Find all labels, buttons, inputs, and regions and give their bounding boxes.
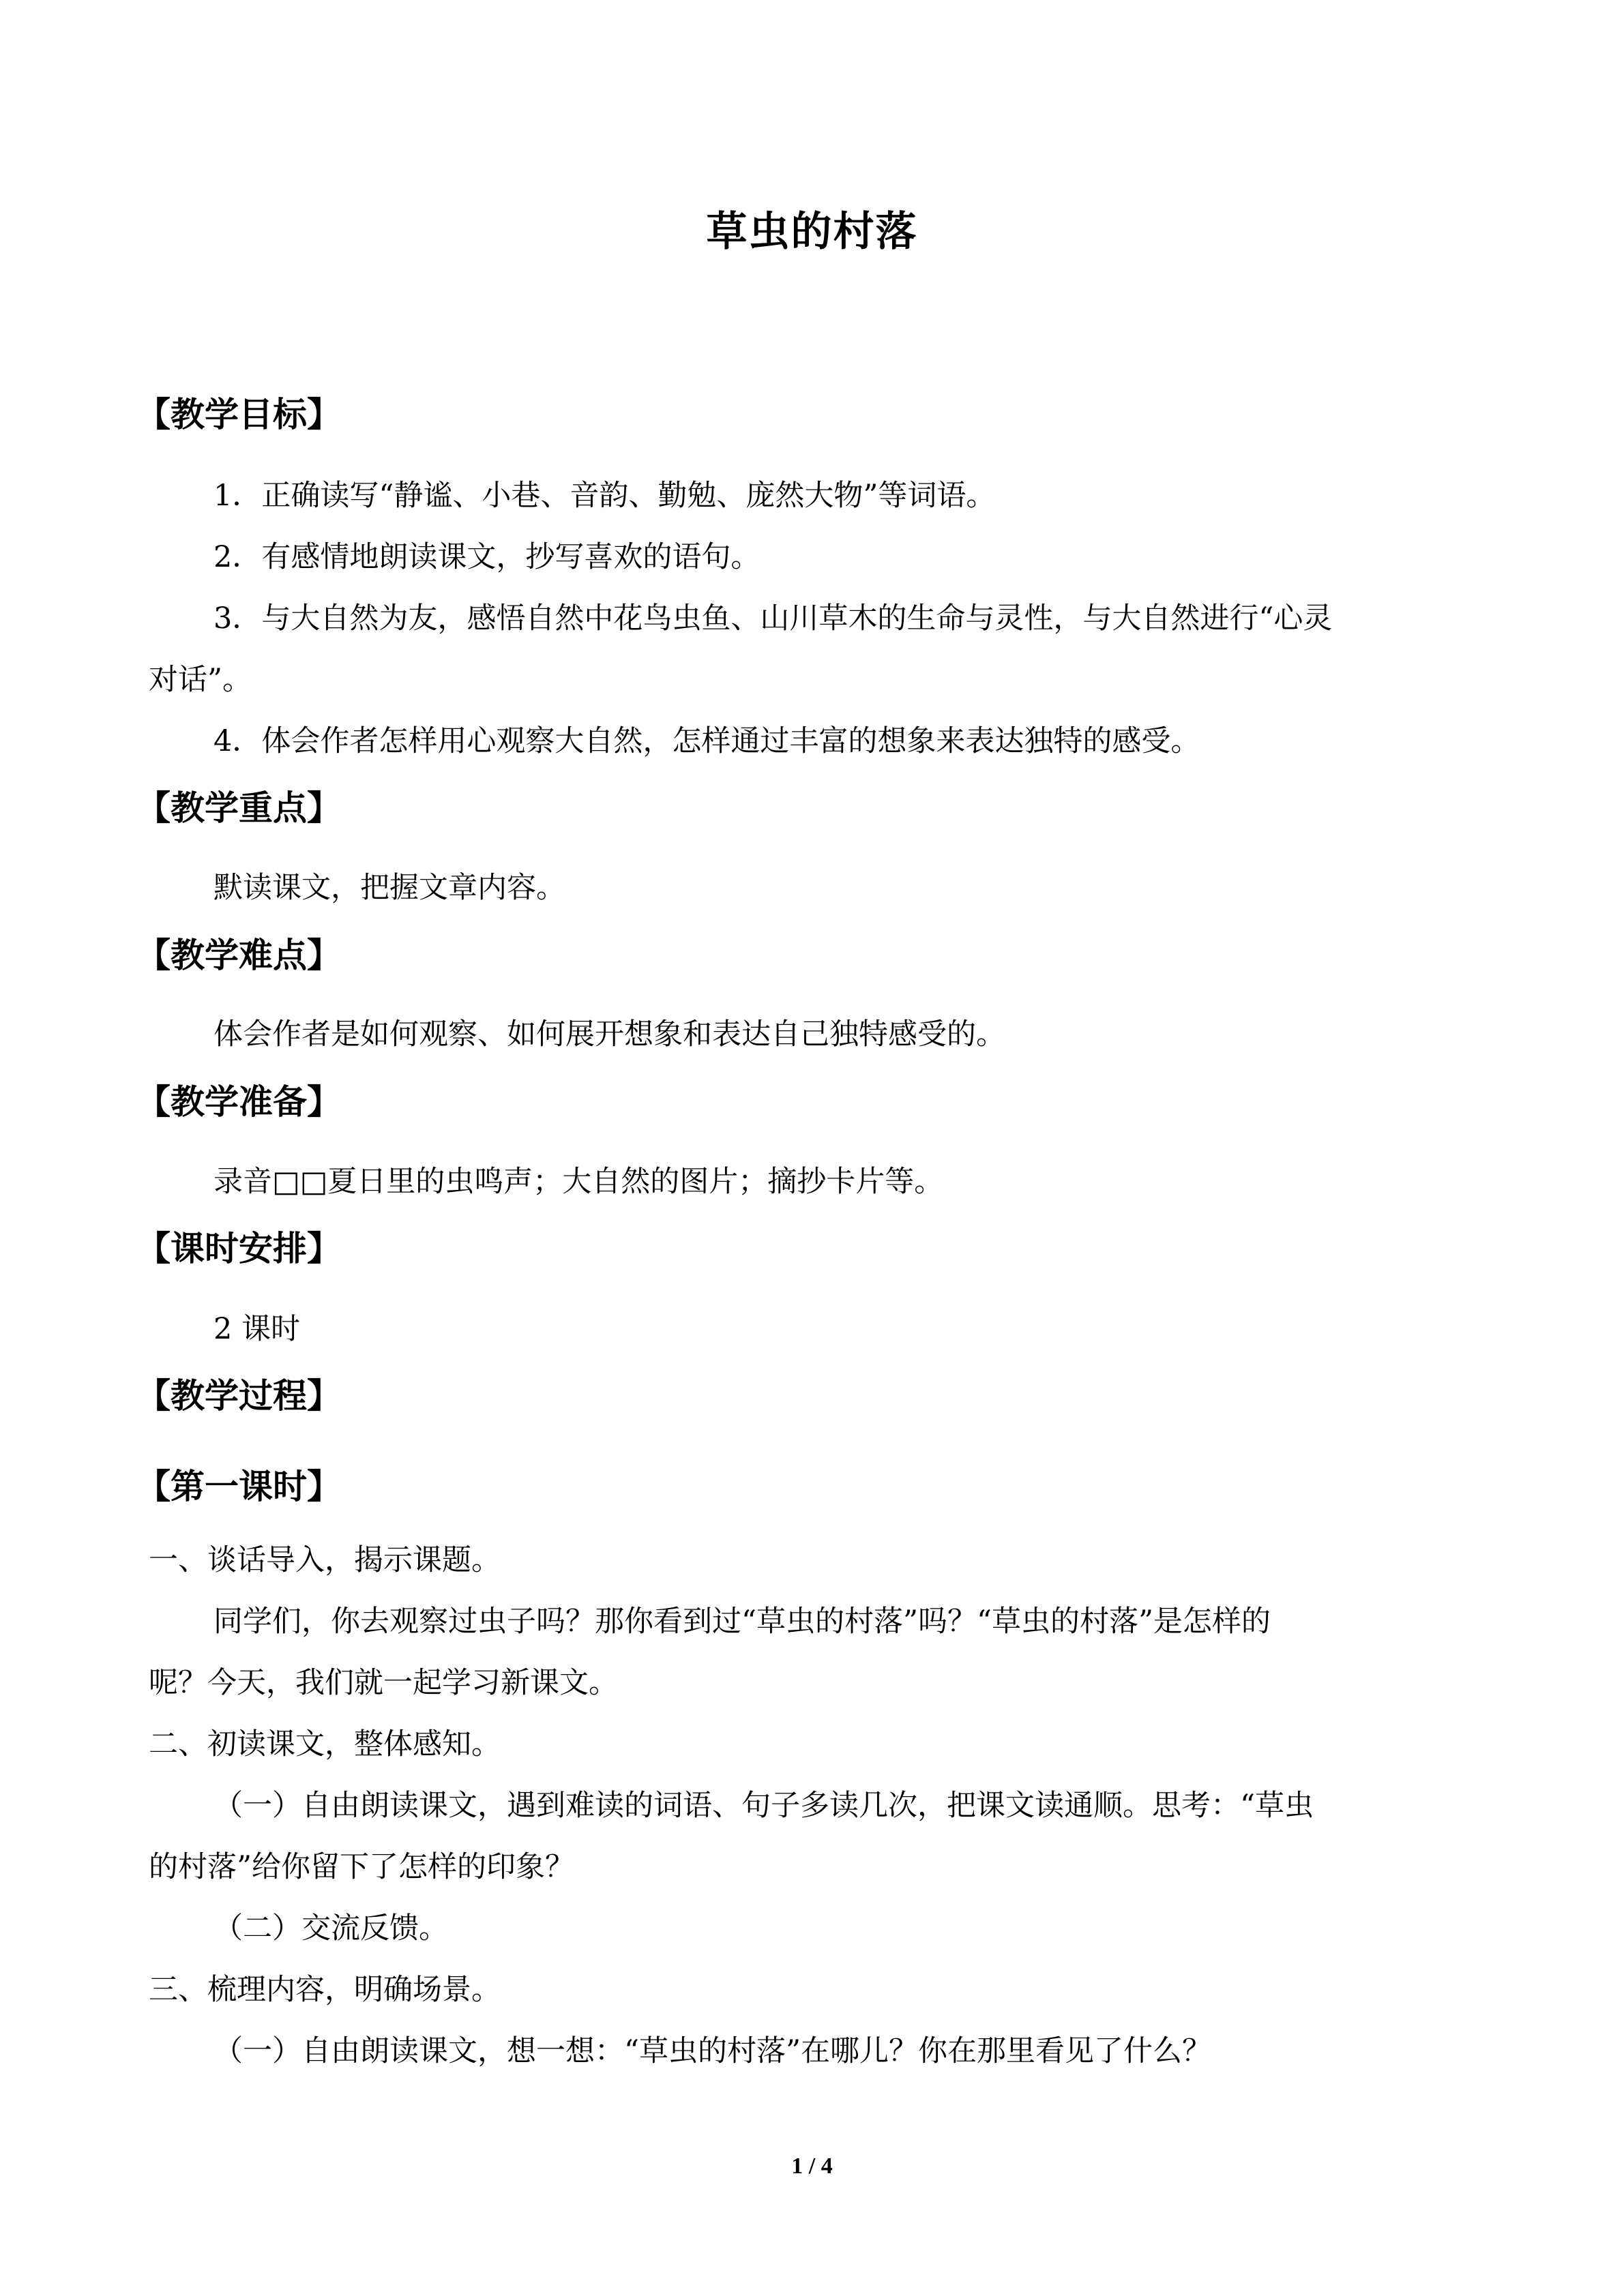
objective-item-1: 1．正确读写“静谧、小巷、音韵、勤勉、庞然大物”等词语。 — [213, 479, 996, 513]
objective-item-4: 4．体会作者怎样用心观察大自然，怎样通过丰富的想象来表达独特的感受。 — [213, 724, 1200, 758]
heading-schedule: 【课时安排】 — [136, 1229, 341, 1268]
lesson1-line-1: 一、谈话导入，揭示课题。 — [149, 1543, 501, 1577]
heading-preparation: 【教学准备】 — [136, 1082, 341, 1122]
difficulties-text: 体会作者是如何观察、如何展开想象和表达自己独特感受的。 — [213, 1017, 1005, 1052]
objective-item-2: 2．有感情地朗读课文，抄写喜欢的语句。 — [213, 540, 761, 574]
objective-item-3-cont: 对话”。 — [149, 663, 252, 697]
lesson1-line-2: 同学们，你去观察过虫子吗？那你看到过“草虫的村落”吗？“草虫的村落”是怎样的 — [213, 1605, 1271, 1639]
lesson1-line-5: （一）自由朗读课文，遇到难读的词语、句子多读几次，把课文读通顺。思考：“草虫 — [213, 1789, 1314, 1823]
lesson1-line-7: （二）交流反馈。 — [213, 1911, 448, 1945]
page-number: 1 / 4 — [791, 2153, 833, 2179]
lesson1-line-6: 的村落”给你留下了怎样的印象？ — [149, 1850, 574, 1884]
heading-process: 【教学过程】 — [136, 1376, 341, 1416]
lesson1-line-3: 呢？今天，我们就一起学习新课文。 — [149, 1666, 618, 1700]
heading-key-points: 【教学重点】 — [136, 788, 341, 828]
heading-objectives: 【教学目标】 — [136, 395, 341, 434]
preparation-text: 录音□□夏日里的虫鸣声；大自然的图片；摘抄卡片等。 — [213, 1165, 944, 1199]
heading-difficulties: 【教学难点】 — [136, 936, 341, 975]
key-points-text: 默读课文，把握文章内容。 — [213, 871, 565, 905]
document-title: 草虫的村落 — [706, 208, 918, 256]
objective-item-3: 3．与大自然为友，感悟自然中花鸟虫鱼、山川草木的生命与灵性，与大自然进行“心灵 — [213, 601, 1333, 636]
schedule-text: 2 课时 — [213, 1312, 301, 1346]
lesson1-line-9: （一）自由朗读课文，想一想：“草虫的村落”在哪儿？你在那里看见了什么？ — [213, 2034, 1211, 2068]
lesson1-line-8: 三、梳理内容，明确场景。 — [149, 1973, 501, 2007]
lesson1-line-4: 二、初读课文，整体感知。 — [149, 1727, 501, 1761]
heading-lesson-1: 【第一课时】 — [136, 1467, 341, 1506]
